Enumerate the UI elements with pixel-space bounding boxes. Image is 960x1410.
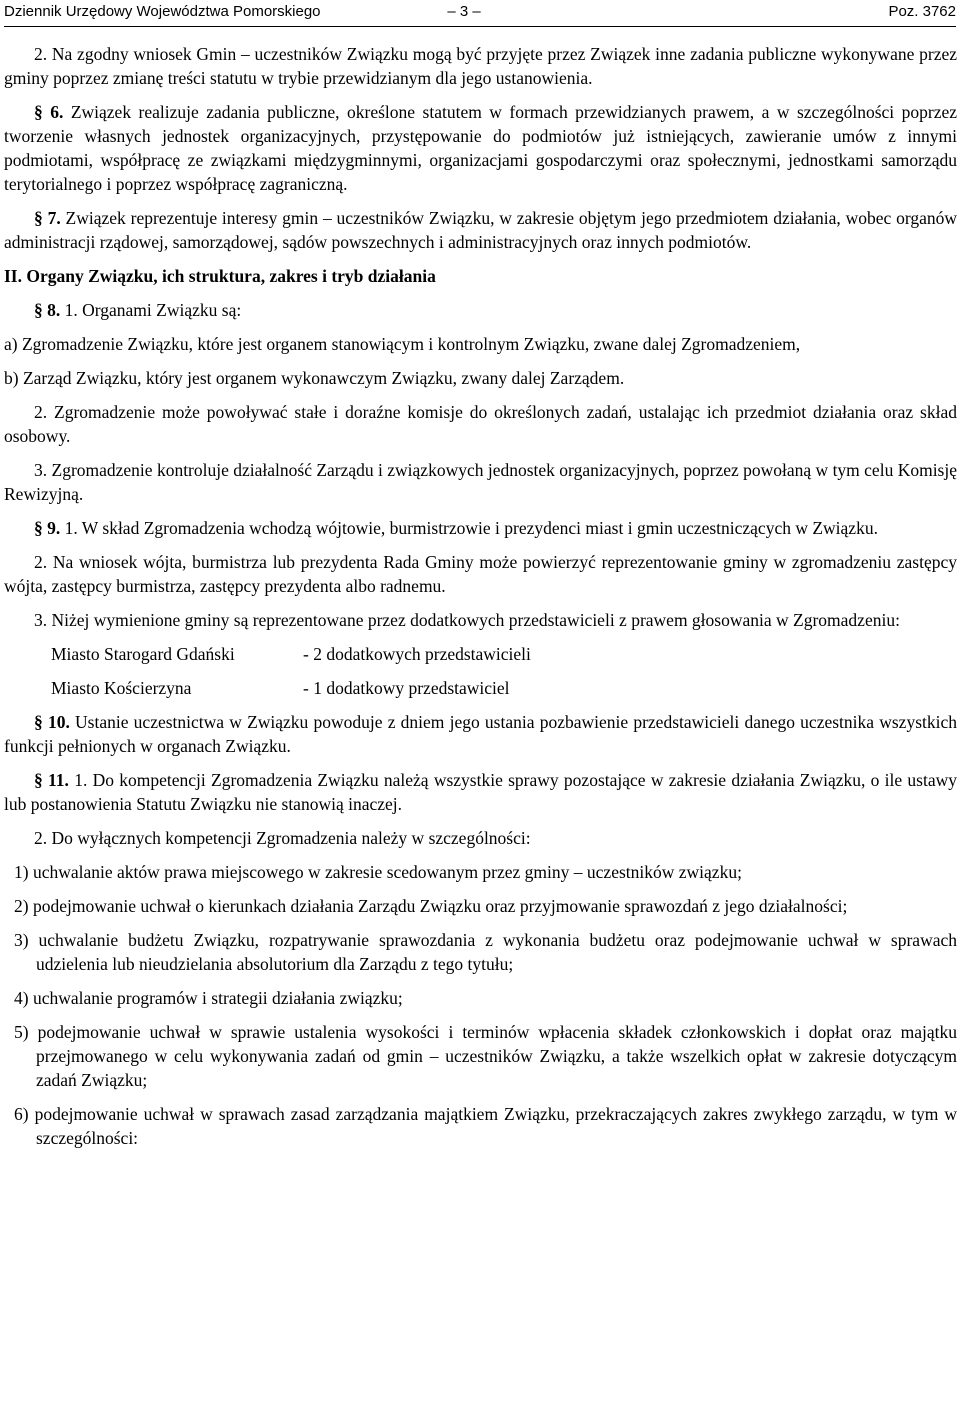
list-item: 6) podejmowanie uchwał w sprawach zasad zarządzania majątkiem Związku, przekraczających zakres zwykłego zarządu, w tym w szczególności: (14, 1104, 957, 1148)
paragraph: 2. Na wniosek wójta, burmistrza lub prezydenta Rada Gminy może powierzyć reprezentowanie gminy w zgromadzeniu zastępcy wójta, zastępcy burmistrza, zastępcy prezydenta albo radnemu. (4, 552, 957, 596)
municipality-name: Miasto Kościerzyna (51, 678, 192, 698)
page-number: – 3 – (447, 3, 481, 20)
document-body (4, 42, 957, 1160)
section-number: § 8. (34, 300, 61, 320)
paragraph-section-9: § 9. 1. W skład Zgromadzenia wchodzą wójtowie, burmistrzowie i prezydenci miast i gmin uczestniczących w Związku. (34, 518, 878, 538)
list-item: 2) podejmowanie uchwał o kierunkach działania Zarządu Związku oraz przyjmowanie sprawozdań z jego działalności; (14, 896, 848, 916)
list-item: a) Zgromadzenie Związku, które jest organem stanowiącym i kontrolnym Związku, zwane dalej Zgromadzeniem, (4, 334, 801, 354)
representation-row (51, 676, 957, 700)
page-header (4, 0, 956, 26)
position-number: Poz. 3762 (888, 3, 956, 20)
paragraph: 2. Na zgodny wniosek Gmin – uczestników Związku mogą być przyjęte przez Związek inne zadania publiczne wykonywane przez gminy poprzez zmianę treści statutu w trybie przewidzianym dla jego ustanowienia. (4, 44, 957, 88)
paragraph: 3. Niżej wymienione gminy są reprezentowane przez dodatkowych przedstawicieli z prawem głosowania w Zgromadzeniu: (34, 610, 900, 630)
representative-count: - 1 dodatkowy przedstawiciel (303, 678, 510, 698)
paragraph-section-10: § 10. Ustanie uczestnictwa w Związku powoduje z dniem jego ustania pozbawienie przedstawicieli danego uczestnika wszystkich funkcji pełnionych w organach Związku. (4, 712, 957, 756)
representation-row (51, 642, 957, 666)
section-number: § 10. (34, 712, 70, 732)
section-number: § 11. (34, 770, 69, 790)
paragraph-section-11: § 11. 1. Do kompetencji Zgromadzenia Związku należą wszystkie sprawy pozostające w zakresie działania Związku, o ile ustawy lub postanowienia Statutu Związku nie stanowią inaczej. (4, 770, 957, 814)
paragraph-section-7: § 7. Związek reprezentuje interesy gmin – uczestników Związku, w zakresie objętym jego przedmiotem działania, wobec organów administracji rządowej, samorządowej, sądów powszechnych i administracyjnych oraz innych podmiotów. (4, 208, 958, 252)
chapter-heading: II. Organy Związku, ich struktura, zakres i tryb działania (4, 266, 436, 286)
paragraph: 3. Zgromadzenie kontroluje działalność Zarządu i związkowych jednostek organizacyjnych, poprzez powołaną w tym celu Komisję Rewizyjną. (4, 460, 957, 504)
section-number: § 6. (34, 102, 64, 122)
journal-title: Dziennik Urzędowy Województwa Pomorskiego (4, 3, 321, 20)
list-item: 3) uchwalanie budżetu Związku, rozpatrywanie sprawozdania z wykonania budżetu oraz podejmowanie uchwał w sprawach udzielenia lub nieudzielania absolutorium dla Zarządu z tego tytułu; (14, 930, 957, 974)
header-rule (4, 26, 956, 27)
representative-count: - 2 dodatkowych przedstawicieli (303, 644, 531, 664)
section-number: § 7. (34, 208, 61, 228)
list-item: b) Zarząd Związku, który jest organem wykonawczym Związku, zwany dalej Zarządem. (4, 368, 625, 388)
list-item: 4) uchwalanie programów i strategii działania związku; (14, 988, 403, 1008)
list-item: 1) uchwalanie aktów prawa miejscowego w zakresie scedowanym przez gminy – uczestników związku; (14, 862, 742, 882)
list-item: 5) podejmowanie uchwał w sprawie ustalenia wysokości i terminów wpłacenia składek członkowskich i dopłat oraz majątku przejmowanego w celu wykonywania zadań od gmin – uczestników Związku, a także wszelkich opłat w zakresie dotyczącym zadań Związku; (14, 1022, 957, 1090)
paragraph-section-8: § 8. 1. Organami Związku są: (34, 300, 242, 320)
paragraph: 2. Do wyłącznych kompetencji Zgromadzenia należy w szczególności: (34, 828, 531, 848)
section-number: § 9. (34, 518, 61, 538)
paragraph-section-6: § 6. Związek realizuje zadania publiczne, określone statutem w formach przewidzianych prawem, a w szczególności poprzez tworzenie własnych jednostek organizacyjnych, przystępowanie do podmiotów już istniejących, zawieranie umów z innymi podmiotami, współpracę ze związkami międzygminnymi, organizacjami gospodarczymi oraz społecznymi, jednostkami samorządu terytorialnego i poprzez współpracę zagraniczną. (4, 102, 958, 194)
paragraph: 2. Zgromadzenie może powoływać stałe i doraźne komisje do określonych zadań, ustalając ich przedmiot działania oraz skład osobowy. (4, 402, 957, 446)
municipality-name: Miasto Starogard Gdański (51, 644, 235, 664)
